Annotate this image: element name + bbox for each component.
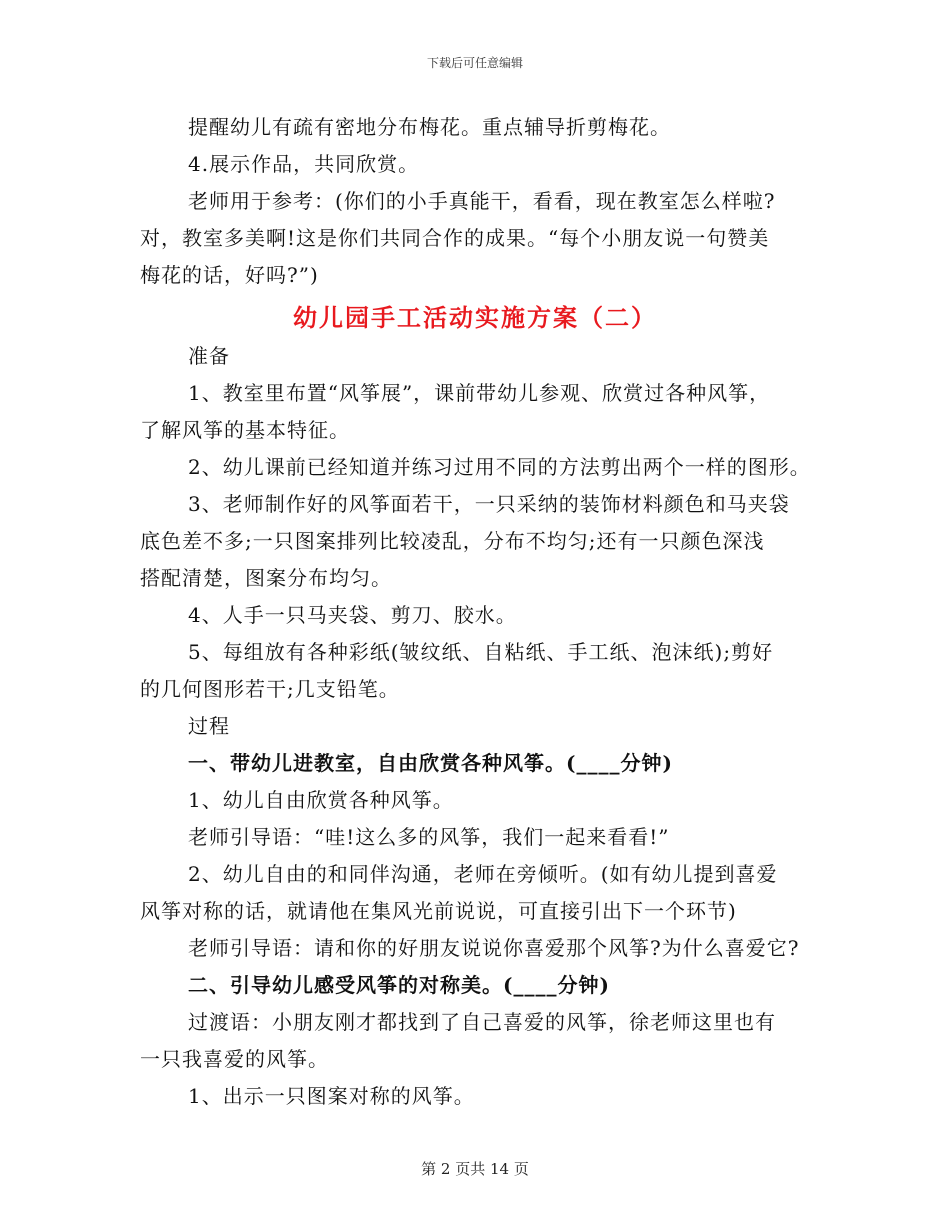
body-line: 1、出示一只图案对称的风筝。 [188, 1084, 475, 1108]
step-heading: 二、引导幼儿感受风筝的对称美。(____分钟) [188, 973, 610, 997]
body-line: 搭配清楚，图案分布均匀。 [140, 566, 392, 590]
body-line: 老师引导语：“哇!这么多的风筝，我们一起来看看!” [188, 825, 670, 849]
page-footer: 第 2 页共 14 页 [421, 1160, 529, 1178]
body-line: 梅花的话，好吗?”) [140, 263, 319, 287]
body-line: 的几何图形若干;几支铅笔。 [140, 677, 400, 701]
body-line: 1、教室里布置“风筝展”，课前带幼儿参观、欣赏过各种风筝， [188, 381, 771, 405]
body-line: 底色差不多;一只图案排列比较凌乱，分布不均匀;还有一只颜色深浅 [140, 529, 765, 553]
step-heading: 一、带幼儿进教室，自由欣赏各种风筝。(____分钟) [188, 751, 673, 775]
body-line: 准备 [188, 344, 230, 368]
body-line: 对，教室多美啊!这是你们共同合作的成果。“每个小朋友说一句赞美 [140, 226, 770, 250]
page-header: 下载后可任意编辑 [426, 56, 523, 70]
body-line: 老师用于参考：(你们的小手真能干，看看，现在教室怎么样啦? [188, 189, 776, 213]
body-line: 了解风筝的基本特征。 [140, 418, 350, 442]
body-line: 4、人手一只马夹袋、剪刀、胶水。 [188, 603, 517, 627]
body-line: 4.展示作品，共同欣赏。 [188, 152, 420, 176]
body-line: 风筝对称的话，就请他在集风光前说说，可直接引出下一个环节) [140, 899, 737, 923]
body-line: 过渡语：小朋友刚才都找到了自己喜爱的风筝，徐老师这里也有 [188, 1010, 776, 1034]
section-title: 幼儿园手工活动实施方案（二） [293, 303, 657, 332]
body-line: 过程 [188, 714, 230, 738]
body-line: 2、幼儿课前已经知道并练习过用不同的方法剪出两个一样的图形。 [188, 455, 811, 479]
body-line: 提醒幼儿有疏有密地分布梅花。重点辅导折剪梅花。 [188, 115, 671, 139]
body-line: 5、每组放有各种彩纸(皱纹纸、自粘纸、手工纸、泡沫纸);剪好 [188, 640, 774, 664]
body-line: 2、幼儿自由的和同伴沟通，老师在旁倾听。(如有幼儿提到喜爱 [188, 862, 778, 886]
body-line: 1、幼儿自由欣赏各种风筝。 [188, 788, 454, 812]
body-line: 老师引导语：请和你的好朋友说说你喜爱那个风筝?为什么喜爱它? [188, 936, 800, 960]
body-line: 3、老师制作好的风筝面若干，一只采纳的装饰材料颜色和马夹袋 [188, 492, 790, 516]
body-line: 一只我喜爱的风筝。 [140, 1047, 329, 1071]
